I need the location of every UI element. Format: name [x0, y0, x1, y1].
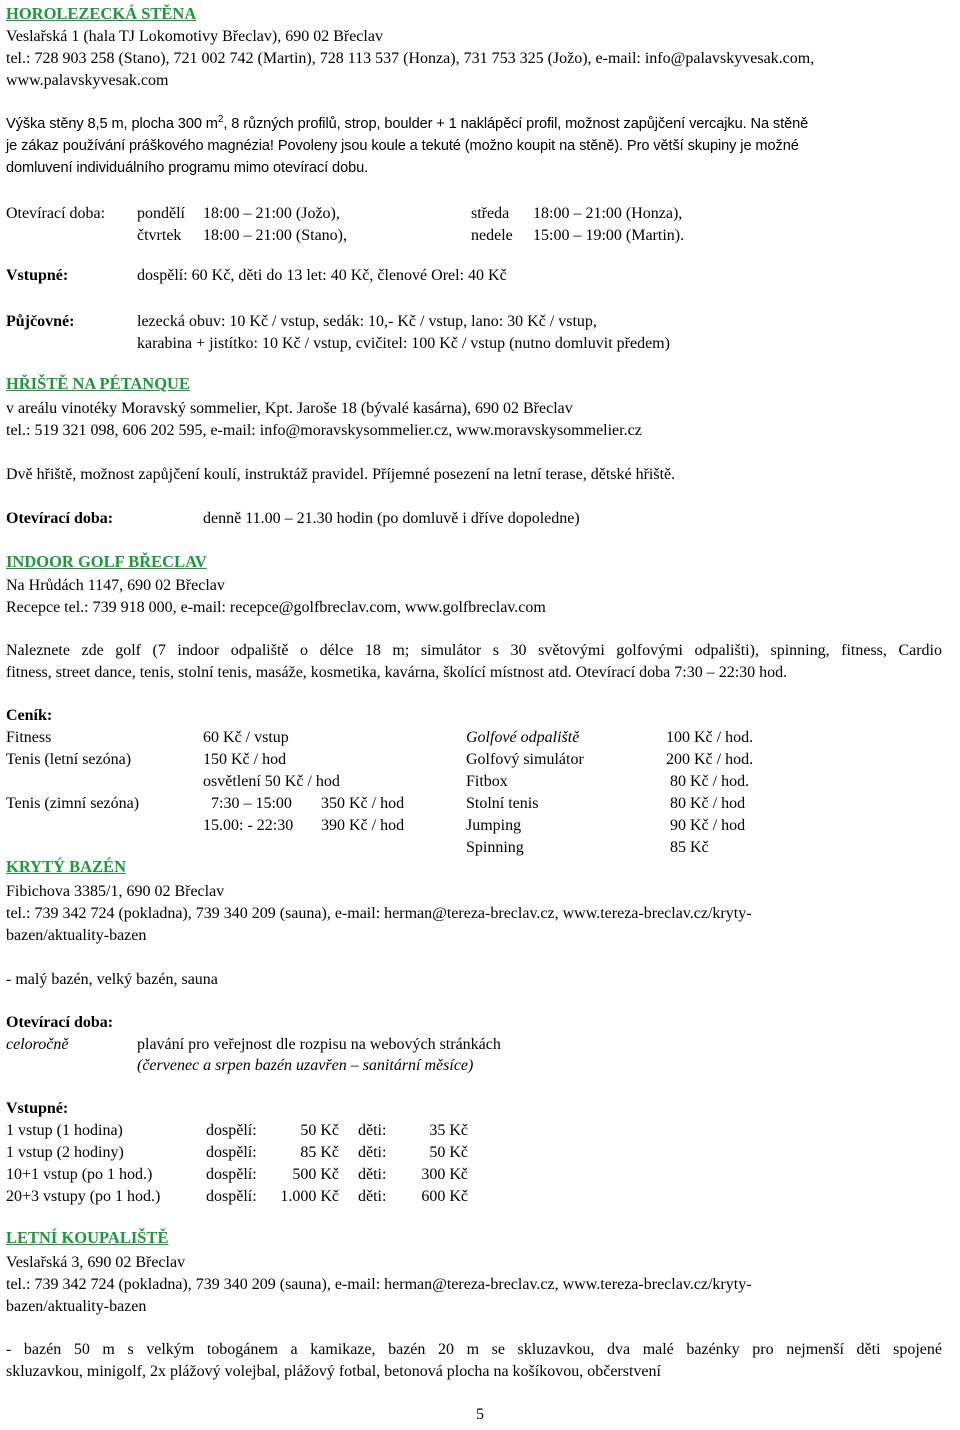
- climbing-contact: tel.: 728 903 258 (Stano), 721 002 742 (Martin), 728 113 537 (Honza), 731 753 325 (Jožo), e-mail: info@palavskyvesak.com,: [6, 50, 815, 67]
- heading-indoor-pool: KRYTÝ BAZÉN: [6, 857, 126, 876]
- pool-price-name: 1 vstup (2 hodiny): [6, 1144, 124, 1161]
- pool-adult-price: 85 Kč: [300, 1144, 339, 1161]
- climbing-hours-day: středa: [471, 205, 510, 222]
- climbing-hours-day: čtvrtek: [137, 227, 182, 244]
- pool-adult-label: dospělí:: [206, 1166, 257, 1183]
- pool-child-price: 300 Kč: [421, 1166, 468, 1183]
- climbing-address: Veslařská 1 (hala TJ Lokomotivy Břeclav), 690 02 Břeclav: [6, 28, 383, 45]
- golf-price-name: Tenis (zimní sezóna): [6, 795, 140, 812]
- golf-price-time: 15.00: - 22:30: [203, 817, 294, 834]
- pool-adult-label: dospělí:: [206, 1144, 257, 1161]
- petanque-desc: Dvě hřiště, možnost zapůjčení koulí, instruktáž pravidel. Příjemné posezení na letní terase, dětské hřiště.: [6, 466, 676, 483]
- pool-child-price: 35 Kč: [429, 1122, 468, 1139]
- golf-price-value: 60 Kč / vstup: [203, 729, 289, 746]
- pool-adult-price: 50 Kč: [300, 1122, 339, 1139]
- golf-price-value: 150 Kč / hod: [203, 751, 287, 768]
- golf-price-name: Fitness: [6, 729, 52, 746]
- golf-price-name: Spinning: [466, 839, 524, 856]
- golf-price-value: 200 Kč / hod.: [666, 751, 754, 768]
- golf-price-value: 80 Kč / hod: [670, 795, 746, 812]
- golf-price-name: Tenis (letní sezóna): [6, 751, 132, 768]
- pool-adult-price: 1.000 Kč: [280, 1188, 339, 1205]
- pool-adult-label: dospělí:: [206, 1122, 257, 1139]
- climbing-rental-line1: lezecká obuv: 10 Kč / vstup, sedák: 10,- Kč / vstup, lano: 30 Kč / vstup,: [137, 313, 597, 330]
- heading-petanque: HŘIŠTĚ NA PÉTANQUE: [6, 374, 190, 393]
- pool-adult-price: 500 Kč: [292, 1166, 339, 1183]
- golf-desc-line1: Naleznete zde golf (7 indoor odpaliště o délce 18 m; simulátor s 30 světovými golfovými odpališti), spinning, fitness, Cardio: [6, 642, 942, 659]
- climbing-hours-time: 18:00 – 21:00 (Jožo),: [203, 205, 340, 222]
- climbing-web: www.palavskyvesak.com: [6, 72, 169, 89]
- climbing-hours-time: 18:00 – 21:00 (Honza),: [533, 205, 683, 222]
- pool-price-name: 10+1 vstup (po 1 hod.): [6, 1166, 153, 1183]
- climbing-rental-line2: karabina + jistítko: 10 Kč / vstup, cvičitel: 100 Kč / vstup (nutno domluvit předem): [137, 335, 670, 352]
- golf-price-value: osvětlení 50 Kč / hod: [203, 773, 340, 790]
- climbing-desc-line2: je zákaz používání práškového magnézia! Povoleny jsou koule a tekuté (možno koupit na stěně). Pro větší skupiny je možné: [6, 138, 799, 154]
- climbing-desc-line1: Výška stěny 8,5 m, plocha 300 $m^2$, 8 různých profilů, strop, boulder + 1 naklápěcí profil, možnost zapůjčení vercajku. Na stěně: [6, 114, 809, 132]
- pool-child-label: děti:: [358, 1122, 387, 1139]
- golf-price-value: 350 Kč / hod: [321, 795, 405, 812]
- petanque-address: v areálu vinotéky Moravský sommelier, Kpt. Jaroše 18 (bývalé kasárna), 690 02 Břeclav: [6, 400, 573, 417]
- pool-child-label: děti:: [358, 1188, 387, 1205]
- golf-price-name: Golfový simulátor: [466, 751, 584, 768]
- golf-price-name: Jumping: [466, 817, 522, 834]
- summer-pool-contact-cont: bazen/aktuality-bazen: [6, 1298, 147, 1315]
- pool-child-price: 50 Kč: [429, 1144, 468, 1161]
- petanque-hours-text: denně 11.00 – 21.30 hodin (po domluvě i dříve dopoledne): [203, 510, 580, 527]
- golf-price-name: Stolní tenis: [466, 795, 539, 812]
- summer-pool-desc-line2: skluzavkou, minigolf, 2x plážový volejbal, plážový fotbal, betonová plocha na košíkovou, občerstvení: [6, 1363, 661, 1380]
- golf-price-value: 80 Kč / hod.: [670, 773, 750, 790]
- pool-hours-note: (červenec a srpen bazén uzavřen – sanitární měsíce): [137, 1057, 474, 1074]
- climbing-hours-label: Otevírací doba:: [6, 205, 106, 222]
- climbing-hours-day: nedele: [471, 227, 513, 244]
- pool-hours-label: Otevírací doba:: [6, 1014, 114, 1031]
- petanque-contact: tel.: 519 321 098, 606 202 595, e-mail: info@moravskysommelier.cz, www.moravskysommelier.cz: [6, 422, 642, 439]
- pool-adult-label: dospělí:: [206, 1188, 257, 1205]
- golf-price-time: 7:30 – 15:00: [211, 795, 292, 812]
- pool-address: Fibichova 3385/1, 690 02 Břeclav: [6, 883, 225, 900]
- summer-pool-contact: tel.: 739 342 724 (pokladna), 739 340 209 (sauna), e-mail: herman@tereza-breclav.cz, www.tereza-breclav.cz/kryty-: [6, 1276, 752, 1293]
- golf-contact: Recepce tel.: 739 918 000, e-mail: recepce@golfbreclav.com, www.golfbreclav.com: [6, 599, 546, 616]
- climbing-entry-text: dospělí: 60 Kč, děti do 13 let: 40 Kč, členové Orel: 40 Kč: [137, 267, 507, 284]
- pool-price-name: 1 vstup (1 hodina): [6, 1122, 123, 1139]
- climbing-hours-time: 15:00 – 19:00 (Martin).: [533, 227, 685, 244]
- pool-child-label: děti:: [358, 1166, 387, 1183]
- pool-child-label: děti:: [358, 1144, 387, 1161]
- pool-child-price: 600 Kč: [421, 1188, 468, 1205]
- pool-contact: tel.: 739 342 724 (pokladna), 739 340 209 (sauna), e-mail: herman@tereza-breclav.cz, www.tereza-breclav.cz/kryty-: [6, 905, 752, 922]
- pool-entry-label: Vstupné:: [6, 1100, 69, 1117]
- pool-year-round: celoročně: [6, 1036, 69, 1053]
- heading-indoor-golf: INDOOR GOLF BŘECLAV: [6, 552, 207, 571]
- pool-features: - malý bazén, velký bazén, sauna: [6, 971, 218, 988]
- page-number: 5: [476, 1406, 484, 1423]
- golf-price-name: Fitbox: [466, 773, 508, 790]
- climbing-rental-label: Půjčovné:: [6, 313, 75, 330]
- petanque-hours-label: Otevírací doba:: [6, 510, 114, 527]
- golf-price-value: 90 Kč / hod: [670, 817, 746, 834]
- summer-pool-address: Veslařská 3, 690 02 Břeclav: [6, 1254, 186, 1271]
- climbing-desc-line3: domluvení individuálního programu mimo otevírací dobu.: [6, 160, 369, 176]
- pool-hours-text: plavání pro veřejnost dle rozpisu na webových stránkách: [137, 1036, 501, 1053]
- pool-price-name: 20+3 vstupy (po 1 hod.): [6, 1188, 161, 1205]
- golf-desc-line2: fitness, street dance, tenis, stolní tenis, masáže, kosmetika, kavárna, školící místnost atd. Otevírací doba 7:30 – 22:30 hod.: [6, 664, 788, 681]
- pool-contact-cont: bazen/aktuality-bazen: [6, 927, 147, 944]
- golf-price-value: 100 Kč / hod.: [666, 729, 754, 746]
- heading-climbing-wall: HOROLEZECKÁ STĚNA: [6, 4, 197, 23]
- climbing-entry-label: Vstupné:: [6, 267, 69, 284]
- golf-price-name: Golfové odpaliště: [466, 729, 580, 746]
- golf-price-value: 390 Kč / hod: [321, 817, 405, 834]
- climbing-hours-time: 18:00 – 21:00 (Stano),: [203, 227, 347, 244]
- golf-address: Na Hrůdách 1147, 690 02 Břeclav: [6, 577, 225, 594]
- climbing-hours-day: pondělí: [137, 205, 185, 222]
- summer-pool-desc-line1: - bazén 50 m s velkým tobogánem a kamikaze, bazén 20 m se skluzavkou, dva malé bazénky pro nejmenší děti spojené: [6, 1341, 942, 1358]
- golf-pricelist-label: Ceník:: [6, 707, 53, 724]
- heading-summer-pool: LETNÍ KOUPALIŠTĚ: [6, 1228, 169, 1247]
- golf-price-value: 85 Kč: [670, 839, 709, 856]
